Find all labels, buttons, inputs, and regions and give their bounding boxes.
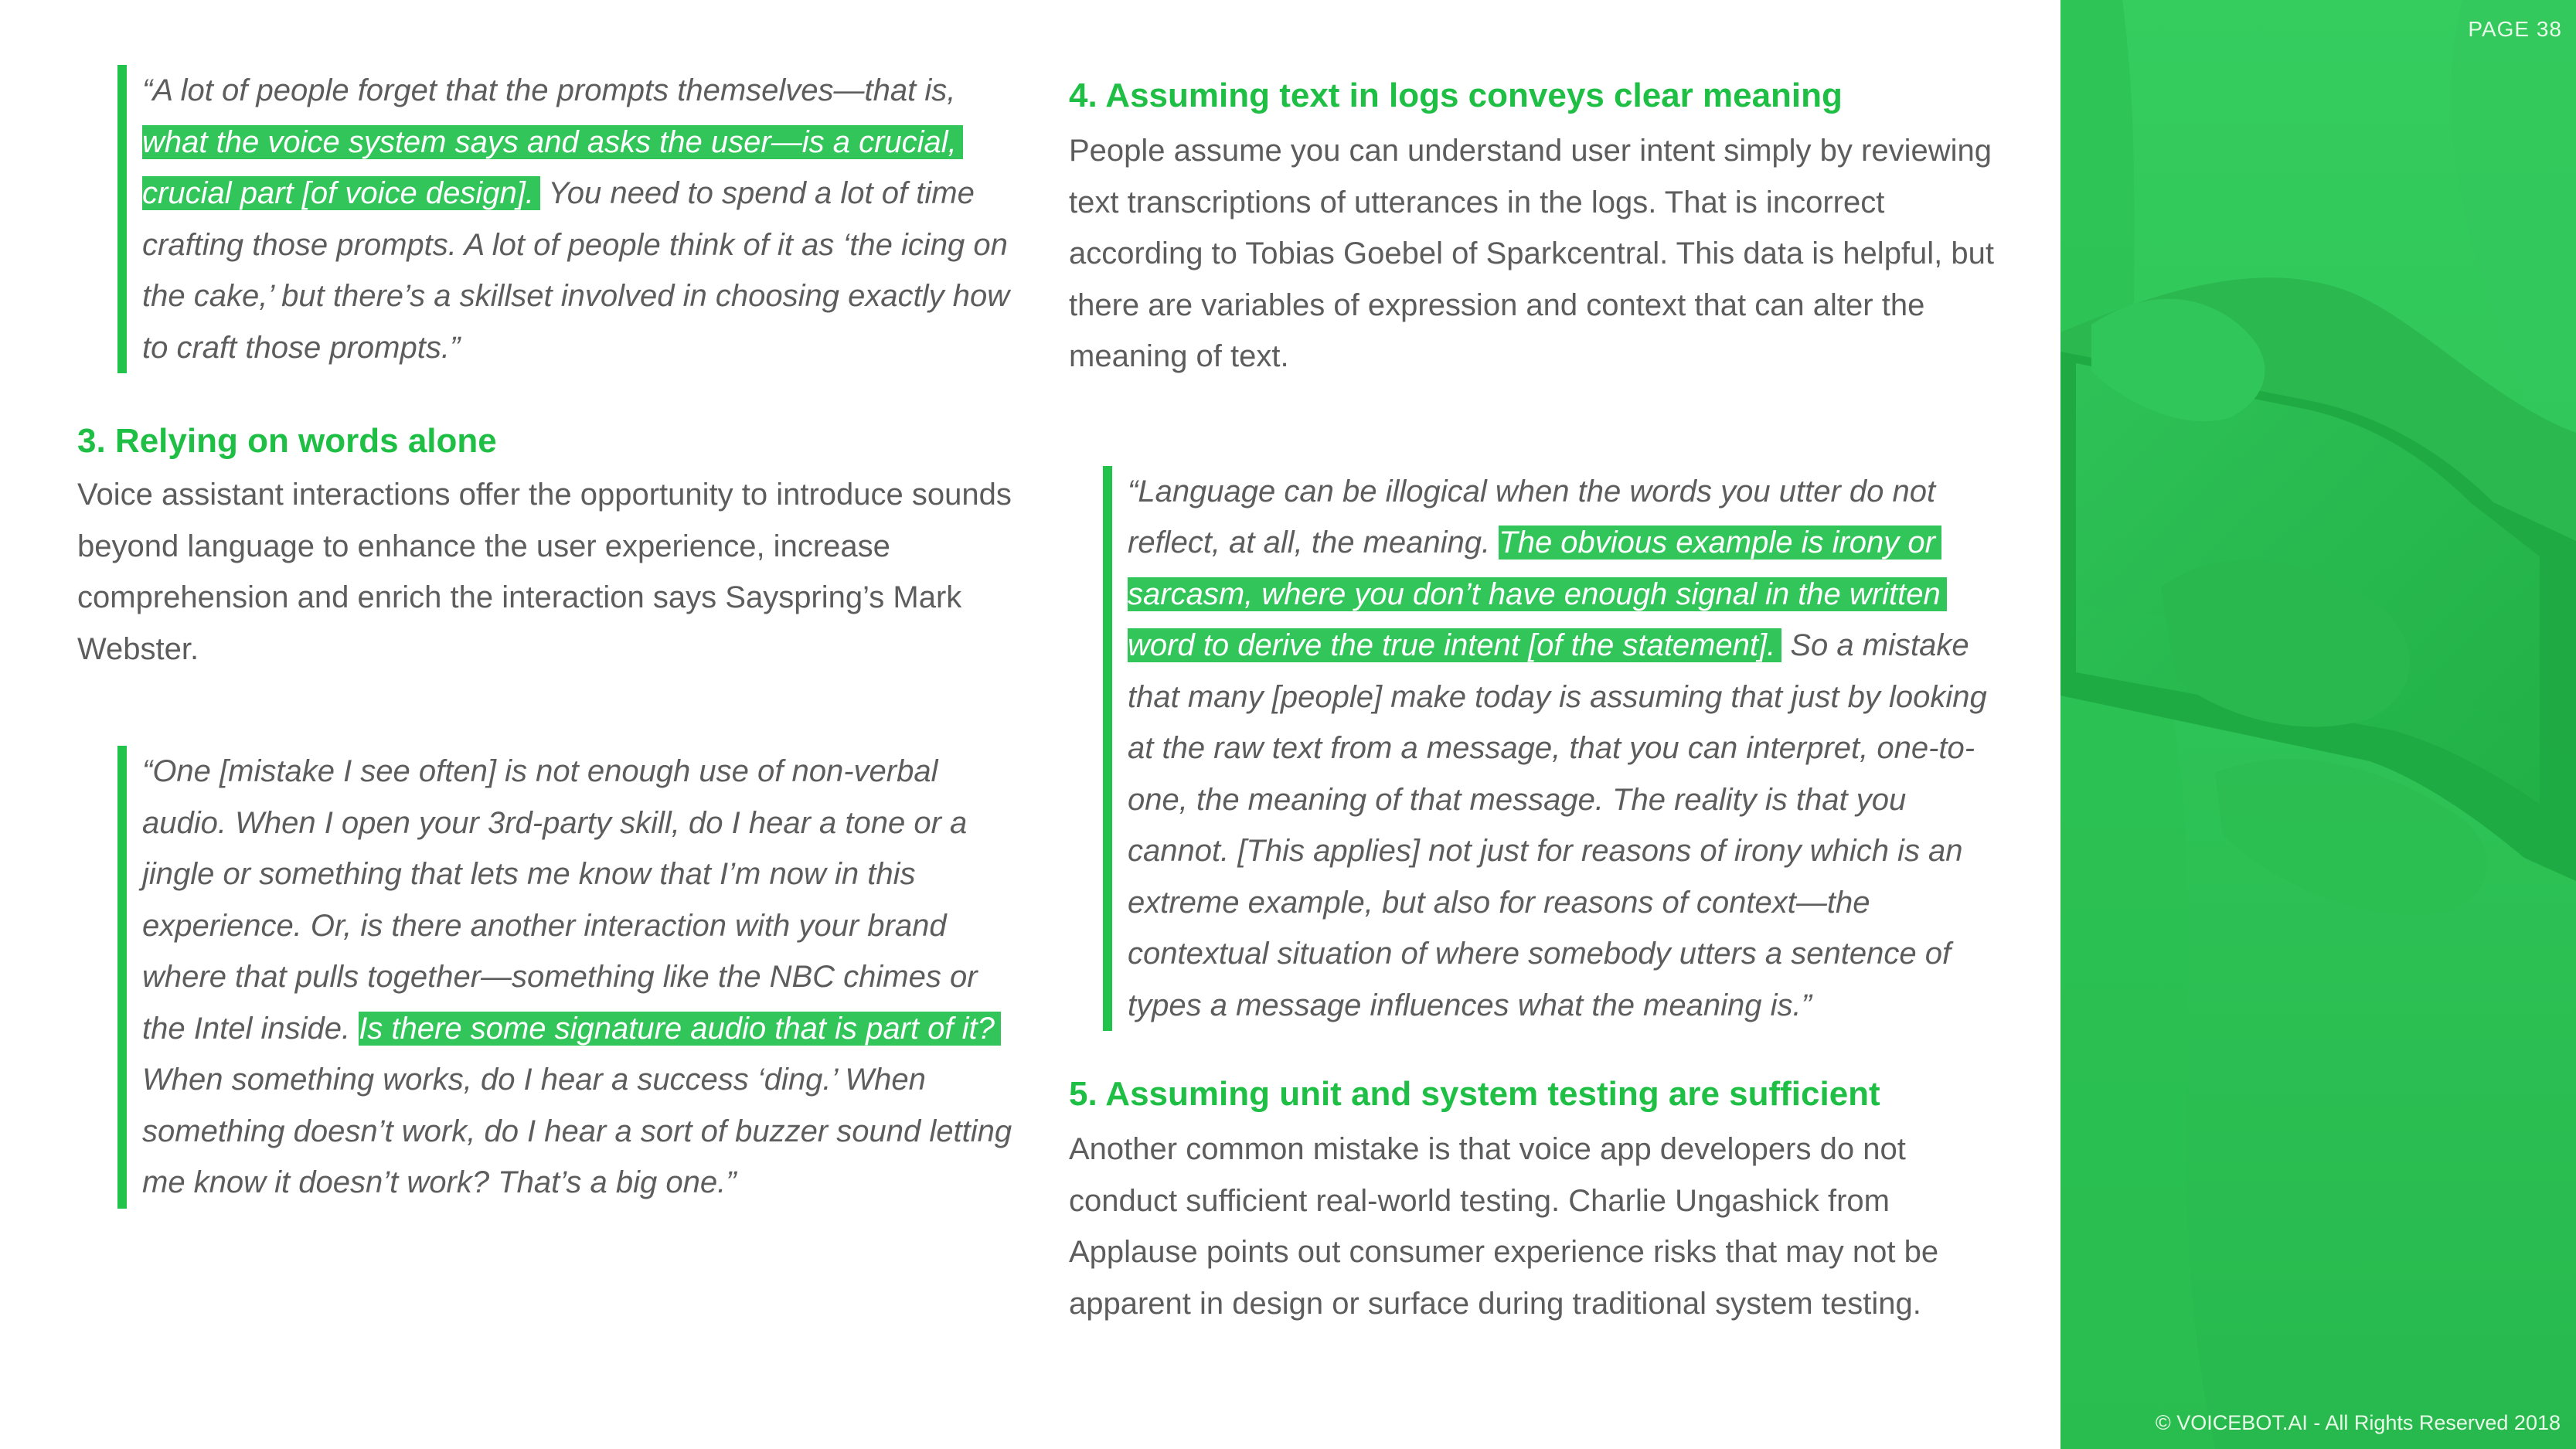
section-body-3: Voice assistant interactions offer the opportunity to introduce sounds beyond language to enhance the user experience, increase comprehension and enrich the interaction says Sayspring’s Mark Webster. [77, 478, 1012, 666]
quote-highlight: The obvious example is irony or sarcasm, where you don’t have enough signal in the written word to derive the true intent [of the statement]. [1128, 526, 1947, 662]
quote-text: When something works, do I hear a success ‘ding.’ When something doesn’t work, do I hear a sort of buzzer sound letting me know it doesn’t work? That’s a big one.” [142, 1063, 1012, 1199]
section-heading-5: 5. Assuming unit and system testing are sufficient [1069, 1075, 1880, 1113]
quote-text: “Language can be illogical when the words you utter do not reflect, at all, the meaning. [1128, 474, 1936, 560]
left-column [77, 65, 1020, 1209]
hand-holding-phone-illustration [2060, 0, 2576, 1449]
section-body-4: People assume you can understand user intent simply by reviewing text transcriptions of utterances in the logs. That is incorrect according to Tobias Goebel of Sparkcentral. This data is helpful, but there are variables of expression and context that can alter the meaning of text. [1069, 134, 1995, 373]
right-column [1069, 73, 2020, 1329]
quote-highlight: Is there some signature audio that is part of it? [359, 1012, 1001, 1046]
quote-text: You need to spend a lot of time crafting those prompts. A lot of people think of it as ‘the icing on the cake,’ but there’s a skillset involved in choosing exactly how to craft those prompts.” [142, 176, 1010, 365]
quote-text: “One [mistake I see often] is not enough use of non-verbal audio. When I open your 3rd-party skill, do I hear a tone or a jingle or something that lets me know that I’m now in this experience. Or, is there another interaction with your brand where that pulls together—something like the NBC chimes or the Intel inside. [142, 754, 978, 1046]
pull-quote-language [1103, 466, 2009, 1032]
hand-phone-photo-panel [2060, 0, 2576, 1449]
copyright-notice: © VOICEBOT.AI - All Rights Reserved 2018 [2155, 1411, 2561, 1434]
section-heading-4: 4. Assuming text in logs conveys clear meaning [1069, 77, 1843, 114]
pull-quote-audio [117, 746, 1023, 1209]
quote-text: So a mistake that many [people] make today is assuming that just by looking at the raw text from a message, that you can interpret, one-to-one, the meaning of that message. The reality is that you cannot. [This applies] not just for reasons of irony which is an extreme example, but also for reasons of context—the contextual situation of where somebody utters a sentence of types a message influences what the meaning is.” [1128, 628, 1987, 1022]
quote-highlight: what the voice system says and asks the user—is a crucial, crucial part [of voice design]. [142, 125, 963, 211]
section-body-5: Another common mistake is that voice app developers do not conduct sufficient real-world testing. Charlie Ungashick from Applause points out consumer experience risks that may not be apparent in design or surface during traditional system testing. [1069, 1132, 1939, 1321]
pull-quote-prompts [117, 65, 1023, 373]
page-number: PAGE 38 [2468, 17, 2562, 41]
section-heading-3: 3. Relying on words alone [77, 422, 497, 460]
quote-text: “A lot of people forget that the prompts themselves—that is, [142, 73, 956, 107]
